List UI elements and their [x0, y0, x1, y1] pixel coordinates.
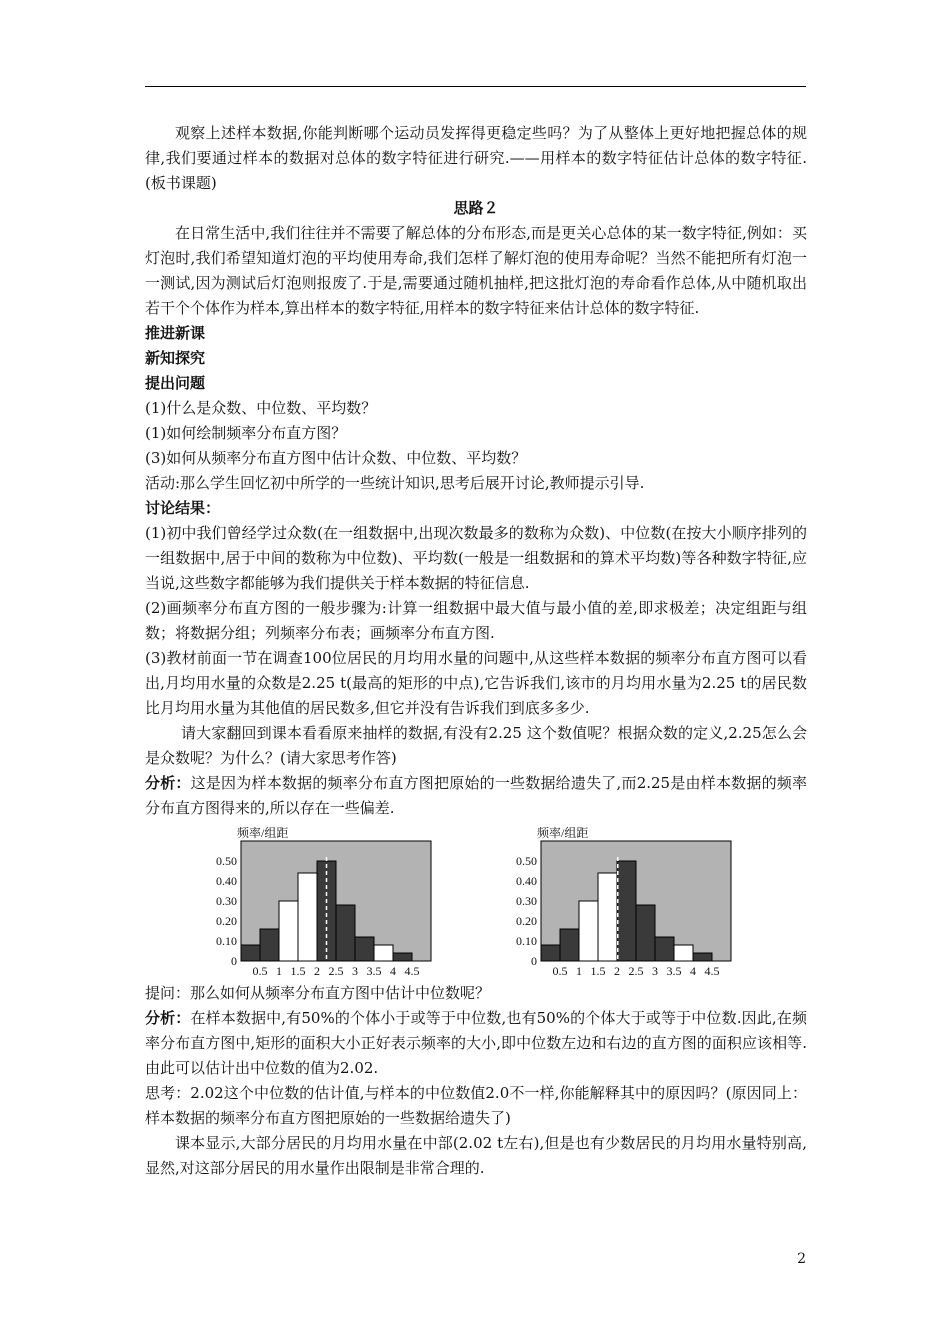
- sikao-text: 思考：2.02这个中位数的估计值,与样本的中位数值2.0不一样,你能解释其中的原因吗？(原因同上：样本数据的频率分布直方图把原始的一些数据给遗失了): [145, 1084, 807, 1127]
- y-tick-label: 0.20: [516, 914, 537, 928]
- y-tick-label: 0.40: [516, 874, 537, 888]
- analysis-1-label: 分析：: [145, 774, 191, 792]
- histogram-right: [505, 825, 753, 979]
- x-tick-label: 4.5: [704, 964, 720, 978]
- histogram-bar: [241, 945, 260, 961]
- x-tick-label: 2: [614, 964, 620, 978]
- x-tick-label: 2.5: [628, 964, 644, 978]
- heading-taolun: 讨论结果：: [145, 499, 221, 517]
- histogram-bar: [693, 953, 712, 961]
- question-1: (1)什么是众数、中位数、平均数？: [145, 399, 377, 417]
- histogram-left: [205, 825, 453, 979]
- histogram-bar: [579, 901, 598, 961]
- x-tick-label: 1: [576, 964, 582, 978]
- y-tick-label: 0.10: [516, 934, 537, 948]
- x-tick-label: 1.5: [590, 964, 606, 978]
- x-tick-label: 2: [314, 964, 320, 978]
- y-tick-label: 0.30: [516, 894, 537, 908]
- x-tick-label: 3.5: [366, 964, 382, 978]
- histogram-bar: [598, 873, 617, 961]
- tiwen-text: 提问：那么如何从频率分布直方图中估计中位数呢？: [145, 984, 491, 1002]
- page-number: 2: [797, 1251, 806, 1267]
- histogram-figures: [145, 825, 807, 979]
- histogram-bar: [279, 901, 298, 961]
- heading-silu2: 思路２: [453, 199, 499, 217]
- y-axis-label: 频率/组距: [237, 826, 289, 840]
- result-3: (3)教材前面一节在调查100位居民的月均用水量的问题中,从这些样本数据的频率分布直方图可以看出,月均用水量的众数是2.25 t(最高的矩形的中点),它告诉我们,该市的月均用水量为2.25 t的居民数比月均用水量为其他值的居民数多,但它并没有告诉我们到底多多少.: [145, 649, 807, 717]
- x-tick-label: 0.5: [252, 964, 268, 978]
- analysis-1: [145, 771, 807, 821]
- heading-tichu: 提出问题: [145, 374, 206, 392]
- question-3: (3)如何从频率分布直方图中估计众数、中位数、平均数？: [145, 449, 527, 467]
- histogram-bar: [617, 861, 636, 961]
- histogram-bar: [336, 905, 355, 961]
- paragraph-intro: 观察上述样本数据,你能判断哪个运动员发挥得更稳定些吗？为了从整体上更好地把握总体的规律,我们要通过样本的数据对总体的数字特征进行研究.——用样本的数字特征估计总体的数字特征.(板书课题): [145, 124, 807, 192]
- analysis-2: [145, 1006, 807, 1081]
- x-tick-label: 4: [690, 964, 696, 978]
- x-tick-label: 4.5: [404, 964, 420, 978]
- histogram-bar: [393, 953, 412, 961]
- histogram-bar: [560, 929, 579, 961]
- y-tick-label: 0.40: [216, 874, 237, 888]
- histogram-bar: [355, 937, 374, 961]
- paragraph-question-mode: 请大家翻回到课本看看原来抽样的数据,有没有2.25 这个数值呢？根据众数的定义,2.25怎么会是众数呢？为什么？(请大家思考作答): [145, 724, 807, 767]
- histogram-bar: [317, 861, 336, 961]
- activity-text: 活动:那么学生回忆初中所学的一些统计知识,思考后展开讨论,教师提示引导.: [145, 474, 645, 492]
- x-tick-label: 1.5: [290, 964, 306, 978]
- histogram-bar: [674, 945, 693, 961]
- x-tick-label: 4: [390, 964, 396, 978]
- histogram-bar: [260, 929, 279, 961]
- x-tick-label: 3: [652, 964, 658, 978]
- x-tick-label: 1: [276, 964, 282, 978]
- analysis-2-text: 在样本数据中,有50%的个体小于或等于中位数,也有50%的个体大于或等于中位数.因此,在频率分布直方图中,矩形的面积大小正好表示频率的大小,即中位数左边和右边的直方图的面积应该相等.由此可以估计出中位数的值为2.02.: [145, 1009, 807, 1077]
- x-tick-label: 0.5: [552, 964, 568, 978]
- result-2: (2)画频率分布直方图的一般步骤为:计算一组数据中最大值与最小值的差,即求极差；决定组距与组数；将数据分组；列频率分布表；画频率分布直方图.: [145, 599, 807, 642]
- question-2: (1)如何绘制频率分布直方图？: [145, 424, 347, 442]
- histogram-bar: [298, 873, 317, 961]
- x-tick-label: 2.5: [328, 964, 344, 978]
- y-tick-label: 0.20: [216, 914, 237, 928]
- histogram-bar: [541, 945, 560, 961]
- x-tick-label: 3: [352, 964, 358, 978]
- paragraph-silu2: 在日常生活中,我们往往并不需要了解总体的分布形态,而是更关心总体的某一数字特征,例如：买灯泡时,我们希望知道灯泡的平均使用寿命,我们怎样了解灯泡的使用寿命呢？当然不能把所有灯泡一一测试,因为测试后灯泡则报废了.于是,需要通过随机抽样,把这批灯泡的寿命看作总体,从中随机取出若干个个体作为样本,算出样本的数字特征,用样本的数字特征来估计总体的数字特征.: [145, 224, 807, 317]
- analysis-1-text: 这是因为样本数据的频率分布直方图把原始的一些数据给遗失了,而2.25是由样本数据的频率分布直方图得来的,所以存在一些偏差.: [145, 774, 807, 817]
- y-tick-label: 0.10: [216, 934, 237, 948]
- y-tick-label: 0: [531, 954, 537, 968]
- y-tick-label: 0.50: [516, 854, 537, 868]
- y-axis-label: 频率/组距: [537, 826, 589, 840]
- y-tick-label: 0.50: [216, 854, 237, 868]
- x-tick-label: 3.5: [666, 964, 682, 978]
- analysis-2-label: 分析：: [145, 1009, 191, 1027]
- header-rule: [145, 86, 806, 87]
- paragraph-closing: 课本显示,大部分居民的月均用水量在中部(2.02 t左右),但是也有少数居民的月均用水量特别高,显然,对这部分居民的用水量作出限制是非常合理的.: [145, 1134, 807, 1177]
- y-tick-label: 0: [231, 954, 237, 968]
- y-tick-label: 0.30: [216, 894, 237, 908]
- histogram-bar: [655, 937, 674, 961]
- heading-xinzhi: 新知探究: [145, 349, 206, 367]
- result-1: (1)初中我们曾经学过众数(在一组数据中,出现次数最多的数称为众数)、中位数(在按大小顺序排列的一组数据中,居于中间的数称为中位数)、平均数(一般是一组数据和的算术平均数)等各种数字特征,应当说,这些数字都能够为我们提供关于样本数据的特征信息.: [145, 524, 807, 592]
- histogram-bar: [636, 905, 655, 961]
- document-body: [145, 121, 807, 1181]
- histogram-bar: [374, 945, 393, 961]
- heading-tuijin: 推进新课: [145, 324, 206, 342]
